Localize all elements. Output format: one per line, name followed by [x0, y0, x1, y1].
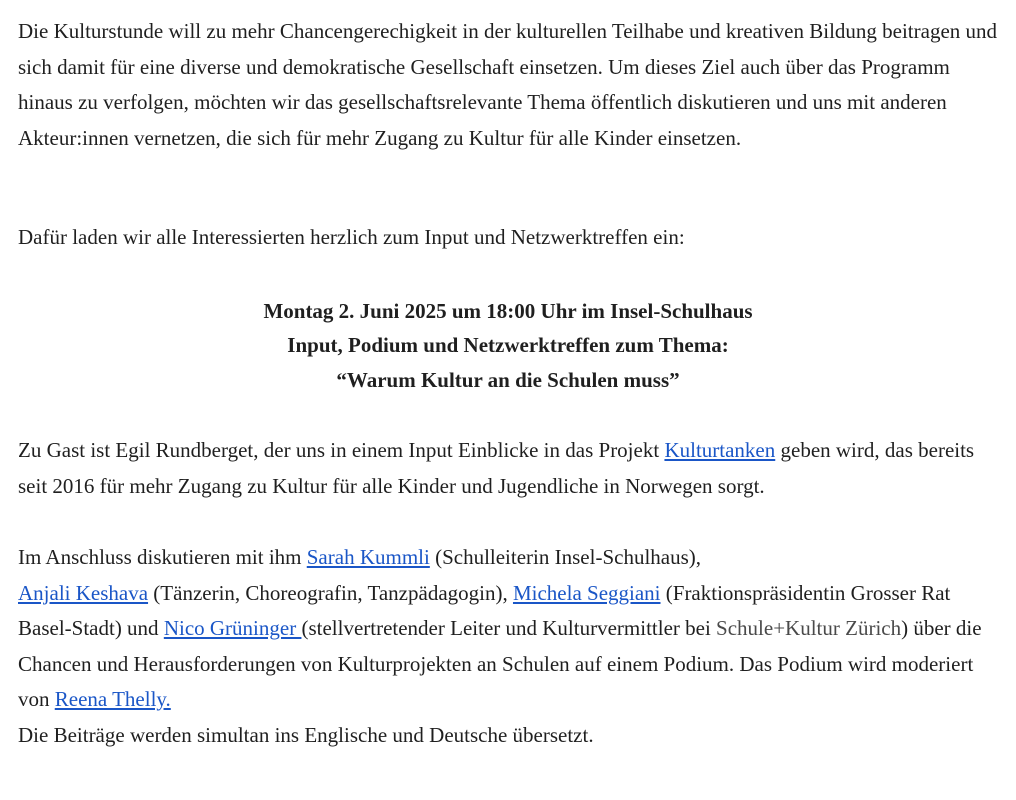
nico-grueninger-link[interactable]: Nico Grüninger: [163, 616, 302, 640]
panel-text-1: Im Anschluss diskutieren mit ihm: [18, 545, 307, 569]
guest-text-before: Zu Gast ist Egil Rundberget, der uns in einem Input Einblicke in das Projekt: [18, 438, 665, 462]
event-announcement: [18, 294, 998, 398]
panel-text-4: (Fraktionspräsidentin Grosser Rat Basel-Stadt) und: [18, 580, 951, 640]
reena-thelly-link[interactable]: Reena Thelly.: [54, 687, 171, 711]
translation-note: Die Beiträge werden simultan ins Englische und Deutsche übersetzt.: [18, 722, 594, 747]
event-format-line: Input, Podium und Netzwerktreffen zum Thema:: [287, 333, 729, 357]
schule-kultur-text: Schule+Kultur Zürich: [716, 616, 902, 640]
event-date-line: Montag 2. Juni 2025 um 18:00 Uhr im Insel-Schulhaus: [263, 298, 753, 323]
panel-paragraph: [18, 540, 998, 753]
kulturtanken-link[interactable]: Kulturtanken: [664, 438, 776, 462]
panel-text-5: (stellvertretender Leiter und Kulturvermittler bei: [301, 616, 717, 640]
panel-text-3: (Tänzerin, Choreografin, Tanzpädagogin),: [148, 580, 513, 605]
sarah-kummli-link[interactable]: Sarah Kummli: [306, 545, 430, 569]
michela-seggiani-link[interactable]: Michela Seggiani: [512, 580, 661, 605]
anjali-keshava-link[interactable]: Anjali Keshava: [18, 580, 149, 605]
event-topic-line: “Warum Kultur an die Schulen muss”: [336, 367, 680, 392]
panel-text-6: ) über die Chancen und Herausforderungen von Kulturprojekten an Schulen auf einem Podium. Das Podium wird moderiert von: [18, 616, 982, 711]
panel-text-2: (Schulleiterin Insel-Schulhaus),: [429, 545, 702, 569]
intro-paragraph: Die Kulturstunde will zu mehr Chancengerechigkeit in der kulturellen Teilhabe und kreativen Bildung beitragen und sich damit für eine diverse und demokratische Gesellschaft einsetzen. Um dieses Ziel auch über das Programm hinaus zu verfolgen, möchten wir das gesellschaftsrelevante Thema öffentlich diskutieren und uns mit anderen Akteur:innen vernetzen, die sich für mehr Zugang zu Kultur für alle Kinder einsetzen.: [18, 19, 998, 150]
guest-text-after: geben wird, das bereits seit 2016 für mehr Zugang zu Kultur für alle Kinder und Jugendliche in Norwegen sorgt.: [18, 438, 975, 498]
guest-paragraph: [18, 433, 998, 504]
invite-paragraph: Dafür laden wir alle Interessierten herzlich zum Input und Netzwerktreffen ein:: [18, 225, 685, 249]
